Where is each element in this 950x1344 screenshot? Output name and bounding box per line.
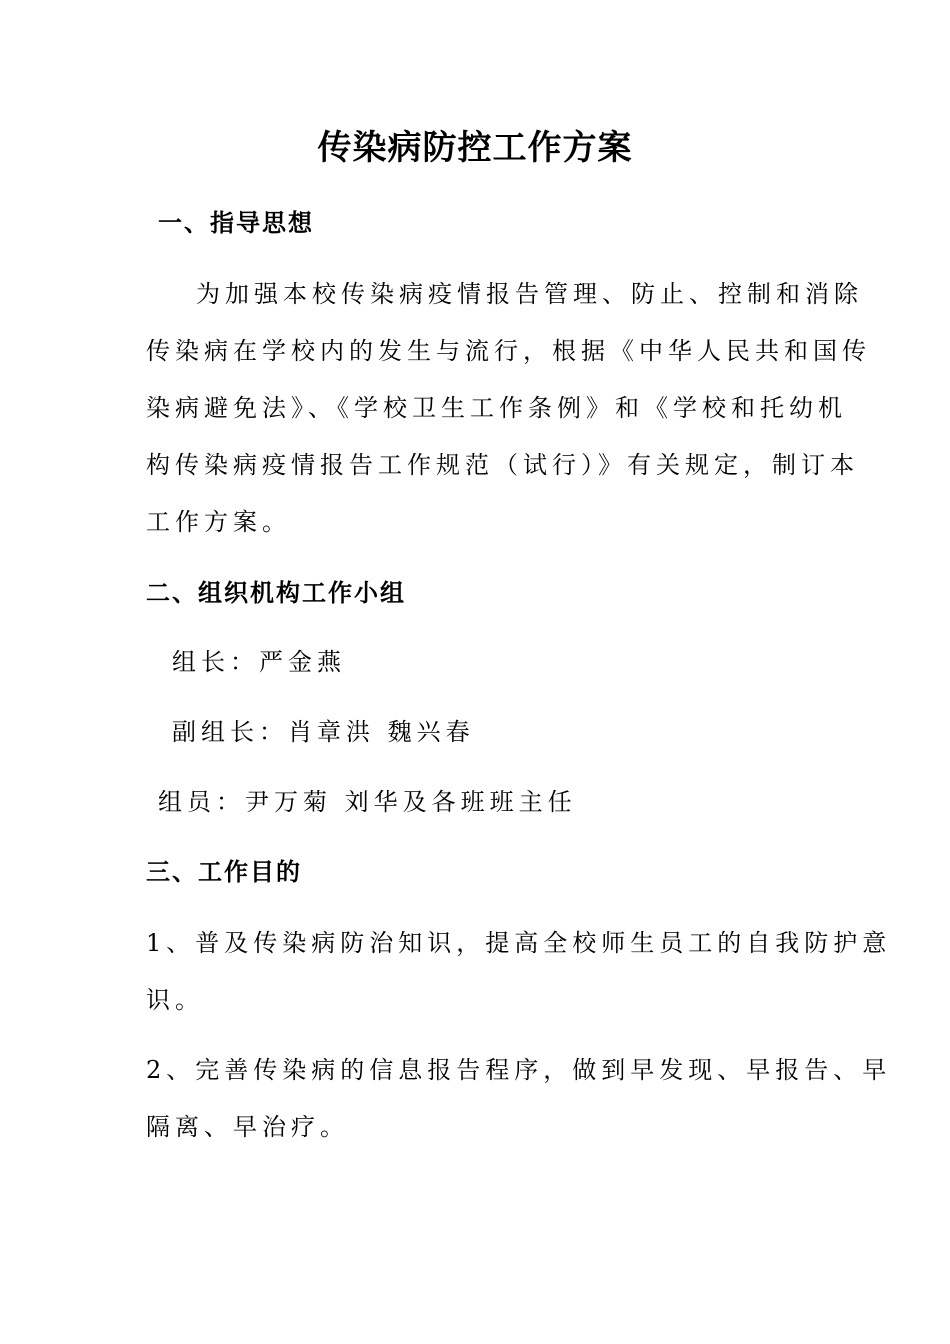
- paragraph-line: 为加强本校传染病疫情报告管理、防止、控制和消除: [196, 280, 863, 308]
- group-leader-line: 组长：严金燕: [172, 648, 346, 676]
- paragraph-line: 1、普及传染病防治知识，提高全校师生员工的自我防护意: [146, 929, 892, 957]
- members-line: 组员：尹万菊 刘华及各班班主任: [158, 788, 577, 816]
- paragraph-line: 传染病在学校内的发生与流行，根据《中华人民共和国传: [146, 337, 871, 365]
- document-title: 传染病防控工作方案: [317, 128, 633, 168]
- objective-item-2: [146, 1042, 891, 1156]
- paragraph-line: 工作方案。: [146, 508, 291, 536]
- section-heading-guiding-ideology: 一、指导思想: [158, 209, 314, 237]
- section-heading-objectives: 三、工作目的: [146, 858, 302, 886]
- paragraph-line: 构传染病疫情报告工作规范（试行）》有关规定，制订本: [146, 451, 859, 479]
- paragraph-line: 2、完善传染病的信息报告程序，做到早发现、早报告、早: [146, 1056, 892, 1084]
- deputy-leader-line: 副组长：肖章洪 魏兴春: [172, 718, 475, 746]
- paragraph-line: 识。: [146, 986, 204, 1014]
- section-heading-organization: 二、组织机构工作小组: [146, 579, 406, 607]
- section-paragraph-guiding-ideology: [146, 266, 871, 551]
- paragraph-line: 染病避免法》、《学校卫生工作条例》和《学校和托幼机: [146, 394, 847, 422]
- paragraph-line: 隔离、早治疗。: [146, 1113, 349, 1141]
- objective-item-1: [146, 915, 891, 1029]
